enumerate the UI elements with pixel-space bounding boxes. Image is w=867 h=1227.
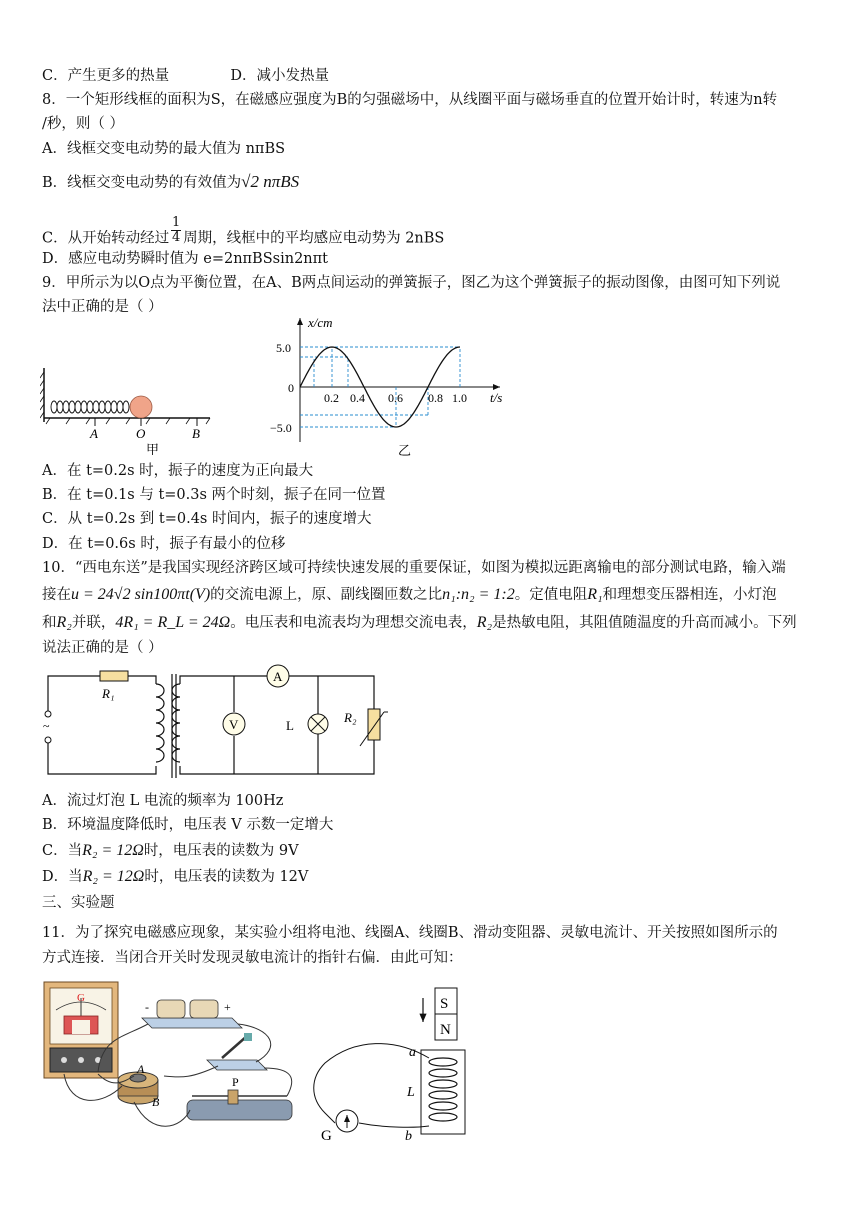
- q8-stem-line1: 8．一个矩形线框的面积为S，在磁感应强度为B的匀强磁场中，从线圈平面与磁场垂直的位置开始计时，转速为n转: [42, 92, 778, 108]
- galvanometer-label: G: [77, 992, 85, 1004]
- input-terminal-bottom: [45, 737, 51, 743]
- y-axis-label: [307, 315, 333, 330]
- q9-option-c: C．从 t=0.2s 到 t=0.4s 时间内，振子的速度增大: [42, 511, 372, 527]
- r2-label: R₂: [344, 710, 357, 725]
- figure-caption-yi: 乙: [398, 443, 412, 458]
- q10-stem-line3: [42, 613, 797, 633]
- ac-source-symbol: ~: [43, 719, 50, 733]
- q9-option-a: A．在 t=0.2s 时，振子的速度为正向最大: [42, 463, 314, 479]
- q8-fraction-num: 1: [171, 215, 181, 230]
- vibration-graph: [268, 312, 508, 460]
- x-tick-0-4: 0.4: [350, 391, 365, 405]
- lamp-label: L: [286, 718, 294, 733]
- q10-option-d-formula: R₂ = 12Ω: [82, 868, 145, 885]
- coil-b-label: B: [152, 1095, 160, 1109]
- q10-option-c-formula: R₂ = 12Ω: [82, 842, 144, 859]
- section-heading: 三、实验题: [42, 895, 115, 911]
- q8-option-b: [42, 172, 299, 193]
- q10-option-c-rest: 时，电压表的读数为 9V: [143, 843, 299, 859]
- q8-option-a: A．线框交变电动势的最大值为 nπBS: [42, 141, 286, 157]
- q10-option-d: [42, 867, 308, 887]
- q10-r2-symbol: R₂: [56, 614, 72, 631]
- q8-fraction-den: 4: [171, 230, 181, 245]
- induction-apparatus-figure: [42, 978, 304, 1138]
- q11-stem-line1: 11．为了探究电磁感应现象，某实验小组将电池、线圈A、线圈B、滑动变阻器、灵敏电流计、开关按照如图所示的: [42, 925, 778, 941]
- battery: [142, 1000, 242, 1028]
- terminal-b-label: b: [405, 1129, 412, 1144]
- q9-stem-line1: 9．甲所示为以O点为平衡位置，在A、B两点间运动的弹簧振子，图乙为这个弹簧振子的振动图像，由图可知下列说: [42, 275, 781, 291]
- y-axis-label-text: x/cm: [308, 315, 333, 330]
- q8-fraction: [171, 216, 181, 245]
- q7-option-d: D．减小发热量: [230, 68, 329, 84]
- q9-stem-line2: 法中正确的是（ ）: [42, 299, 163, 315]
- q10-text: 和理想变压器相连，小灯泡: [602, 587, 777, 603]
- q8-option-b-formula: √2 nπBS: [241, 172, 300, 191]
- spring-coil: [51, 401, 129, 413]
- coil-l-windings: [429, 1058, 457, 1121]
- q8-option-d: D．感应电动势瞬时值为 e=2nπBSsin2nπt: [42, 251, 328, 267]
- q9-option-b: B．在 t=0.1s 与 t=0.3s 两个时刻，振子在同一位置: [42, 487, 386, 503]
- primary-coil: [156, 684, 164, 762]
- q8-stem-line2: /秒，则（ ）: [42, 116, 124, 132]
- coil-l-label: L: [407, 1085, 415, 1100]
- magnet-n-label: N: [440, 1022, 451, 1038]
- rheostat: [187, 1090, 292, 1120]
- q10-stem-line2: [42, 585, 777, 605]
- q10-option-a: A．流过灯泡 L 电流的频率为 100Hz: [42, 793, 284, 809]
- q10-text: 。电压表和电流表均为理想交流电表，: [230, 615, 477, 631]
- x-axis-label: t/s: [490, 390, 503, 405]
- input-terminal-top: [45, 711, 51, 717]
- y-tick-neg: −5.0: [270, 421, 292, 435]
- ammeter-label: A: [273, 669, 283, 684]
- q10-resistance-relation: 4R₁ = R_L = 24Ω: [115, 614, 231, 631]
- q9-option-d: D．在 t=0.6s 时，振子有最小的位移: [42, 536, 286, 552]
- spring-oscillator-figure: [40, 360, 230, 455]
- q7-option-c: C．产生更多的热量: [42, 68, 170, 84]
- switch: [207, 1033, 267, 1070]
- label-a: A: [90, 426, 98, 441]
- voltmeter-label: V: [229, 717, 239, 732]
- figure-caption-jia: 甲: [146, 442, 160, 455]
- q10-option-c-text: C．当: [42, 843, 83, 859]
- q10-text: 的交流电源上，原、副线圈匝数之比: [210, 587, 443, 603]
- q10-text: 是热敏电阻，其阻值随温度的升高而减小。下列: [492, 615, 797, 631]
- svg-text:-: -: [145, 1000, 149, 1014]
- q10-stem-line1: 10．“西电东送”是我国实现经济跨区域可持续快速发展的重要保证，如图为模拟远距离输电的部分测试电路，输入端: [42, 560, 786, 576]
- magnet-coil-figure: [295, 978, 470, 1146]
- x-tick-0-8: 0.8: [428, 391, 443, 405]
- x-tick-1-0: 1.0: [452, 391, 467, 405]
- slider-p-label: P: [232, 1075, 239, 1089]
- q10-option-d-rest: 时，电压表的读数为 12V: [144, 869, 309, 885]
- q10-text: 和: [42, 615, 57, 631]
- q10-option-d-text: D．当: [42, 869, 83, 885]
- r1-label: R₁: [102, 686, 115, 701]
- thermistor-r2: [368, 709, 380, 740]
- wire-b: [359, 1123, 429, 1127]
- label-o: O: [136, 426, 146, 441]
- q10-r1-symbol: R₁: [587, 586, 603, 603]
- q10-option-b: B．环境温度降低时，电压表 V 示数一定增大: [42, 817, 334, 833]
- label-b: B: [192, 426, 200, 441]
- q10-text: 并联，: [71, 615, 116, 631]
- coil-a-label: A: [137, 1062, 145, 1076]
- transformer-circuit: [38, 660, 388, 785]
- y-tick-pos: 5.0: [276, 341, 291, 355]
- q8-option-c-rest: 周期，线框中的平均感应电动势为 2nBS: [183, 230, 445, 247]
- q10-voltage-formula: u = 24√2 sin100πt(V): [71, 586, 211, 603]
- terminal-a-label: a: [409, 1045, 416, 1060]
- q10-turns-ratio: n₁:n₂ = 1:2: [442, 586, 515, 603]
- q8-option-b-text: B．线框交变电动势的有效值为: [42, 175, 242, 191]
- q8-option-c-text: C．从开始转动经过: [42, 230, 170, 247]
- magnet-s-label: S: [440, 996, 449, 1012]
- x-tick-0-6: 0.6: [388, 391, 403, 405]
- q11-stem-line2: 方式连接．当闭合开关时发现灵敏电流计的指针右偏．由此可知：: [42, 950, 463, 966]
- q10-text: 。定值电阻: [514, 587, 588, 603]
- origin-label: 0: [288, 381, 294, 395]
- galvanometer: [44, 982, 118, 1078]
- galvanometer-g-label: G: [321, 1128, 332, 1144]
- x-tick-0-2: 0.2: [324, 391, 339, 405]
- q10-text: 接在: [42, 587, 71, 603]
- q10-stem-line4: 说法正确的是（ ）: [42, 640, 163, 656]
- oscillator-ball: [130, 396, 152, 418]
- q10-r2-symbol: R₂: [476, 614, 493, 631]
- q10-option-c: [42, 841, 299, 861]
- svg-text:+: +: [224, 1000, 231, 1014]
- q7-options: [42, 66, 329, 86]
- resistor-r1: [100, 671, 128, 681]
